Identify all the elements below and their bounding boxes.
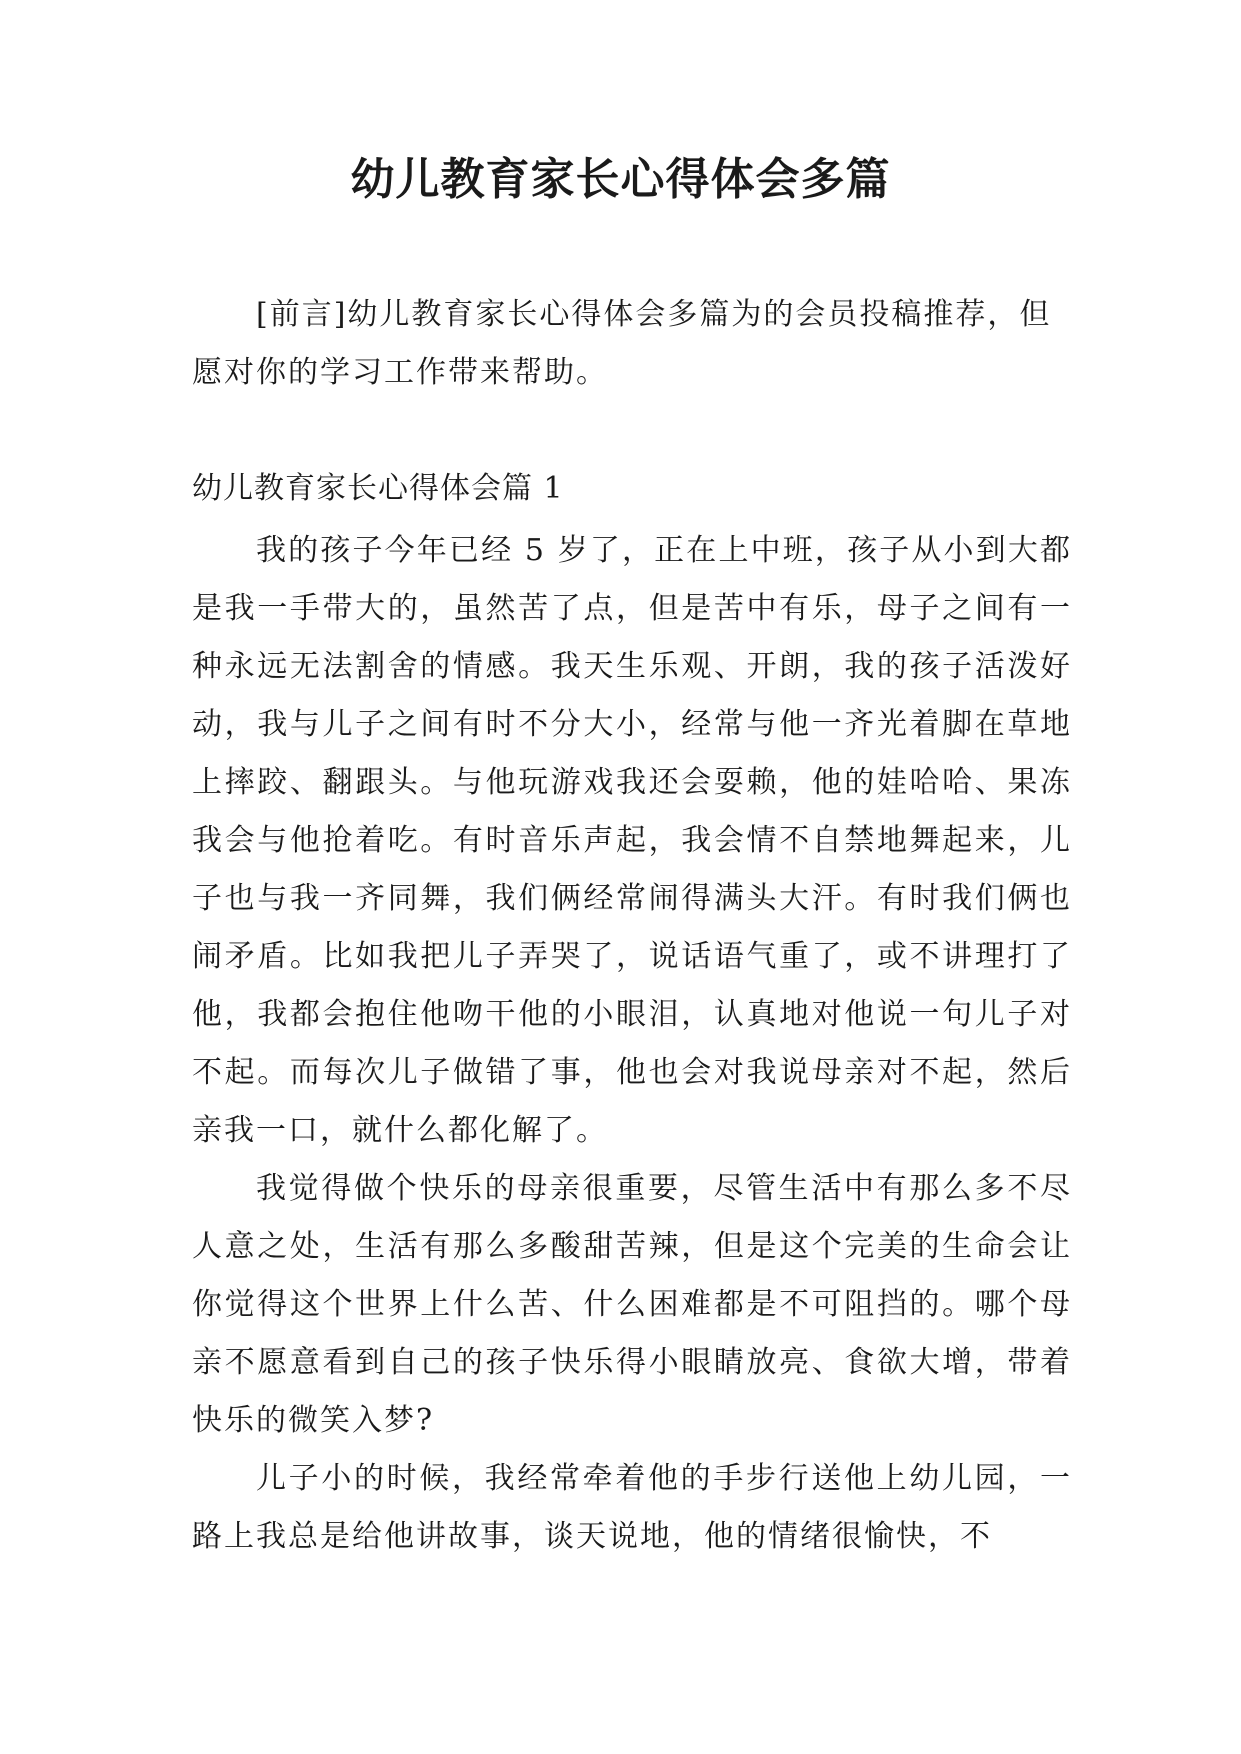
- body-paragraph-2: 我觉得做个快乐的母亲很重要，尽管生活中有那么多不尽人意之处，生活有那么多酸甜苦辣，但是这个完美的生命会让你觉得这个世界上什么苦、什么困难都是不可阻挡的。哪个母亲不愿意看到自己的孩子快乐得小眼睛放亮、食欲大增，带着快乐的微笑入梦?: [192, 1171, 1072, 1438]
- body-paragraph-3: 儿子小的时候，我经常牵着他的手步行送他上幼儿园，一路上我总是给他讲故事，谈天说地，他的情绪很愉快，不: [192, 1461, 1072, 1554]
- section-heading: 幼儿教育家长心得体会篇 1: [192, 471, 564, 506]
- body-text: [192, 522, 1072, 1566]
- intro-paragraph: [前言]幼儿教育家长心得体会多篇为的会员投稿推荐，但愿对你的学习工作带来帮助。: [192, 297, 1052, 390]
- intro-block: [192, 286, 1072, 402]
- body-paragraph-1: 我的孩子今年已经 5 岁了，正在上中班，孩子从小到大都是我一手带大的，虽然苦了点，但是苦中有乐，母子之间有一种永远无法割舍的情感。我天生乐观、开朗，我的孩子活泼好动，我与儿子之间有时不分大小，经常与他一齐光着脚在草地上摔跤、翻跟头。与他玩游戏我还会耍赖，他的娃哈哈、果冻我会与他抢着吃。有时音乐声起，我会情不自禁地舞起来，儿子也与我一齐同舞，我们俩经常闹得满头大汗。有时我们俩也闹矛盾。比如我把儿子弄哭了，说话语气重了，或不讲理打了他，我都会抱住他吻干他的小眼泪，认真地对他说一句儿子对不起。而每次儿子做错了事，他也会对我说母亲对不起，然后亲我一口，就什么都化解了。: [192, 533, 1072, 1148]
- document-title: 幼儿教育家长心得体会多篇: [350, 154, 891, 205]
